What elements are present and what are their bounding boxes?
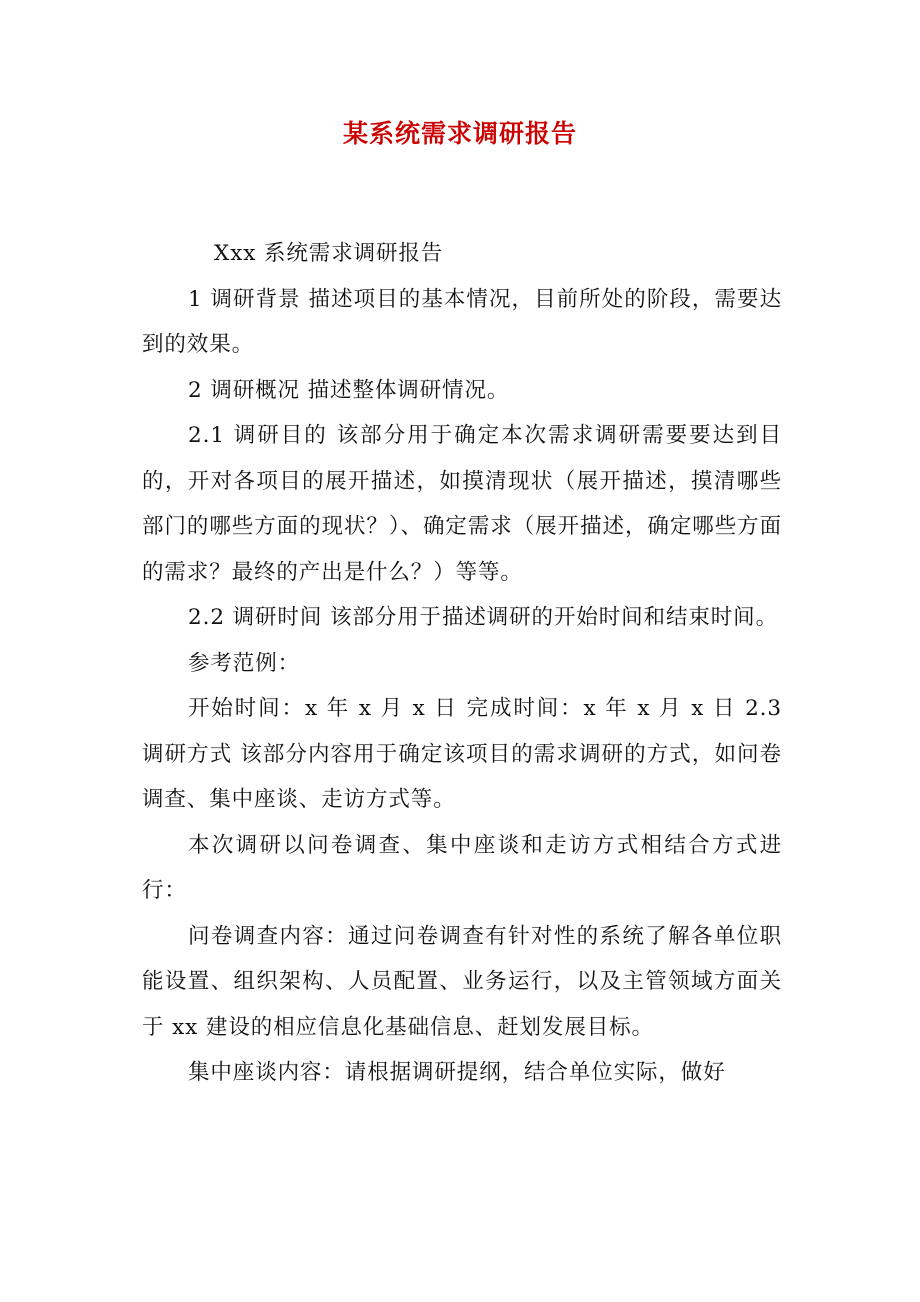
document-subtitle: Xxx 系统需求调研报告: [214, 241, 444, 266]
paragraph-overview: 2 调研概况 描述整体调研情况。: [188, 377, 510, 403]
paragraph-meeting-content: 集中座谈内容：请根据调研提纲，结合单位实际，做好: [188, 1060, 726, 1085]
paragraph-combined-approach: 本次调研以问卷调查、集中座谈和走访方式相结合方式进行：: [142, 832, 782, 903]
paragraph-background: 1 调研背景 描述项目的基本情况，目前所处的阶段，需要达到的效果。: [142, 286, 782, 357]
paragraph-purpose: 2.1 调研目的 该部分用于确定本次需求调研需要要达到目的，开对各项目的展开描述，如摸清现状（展开描述，摸清哪些部门的哪些方面的现状？）、确定需求（展开描述，确定哪些方面的需求？最终的产出是什么？）等等。: [142, 423, 782, 585]
document-body: [142, 231, 782, 1096]
document-title: 某系统需求调研报告: [342, 119, 577, 148]
paragraph-reference-example: 参考范例：: [188, 650, 301, 676]
paragraph-schedule-method: 开始时间：x 年 x 月 x 日 完成时间：x 年 x 月 x 日 2.3 调研方式 该部分内容用于确定该项目的需求调研的方式，如问卷调查、集中座谈、走访方式等。: [142, 696, 782, 812]
paragraph-survey-content: 问卷调查内容：通过问卷调查有针对性的系统了解各单位职能设置、组织架构、人员配置、业务运行，以及主管领域方面关于 xx 建设的相应信息化基础信息、赶划发展目标。: [142, 923, 782, 1040]
paragraph-time: 2.2 调研时间 该部分用于描述调研的开始时间和结束时间。: [188, 605, 778, 630]
